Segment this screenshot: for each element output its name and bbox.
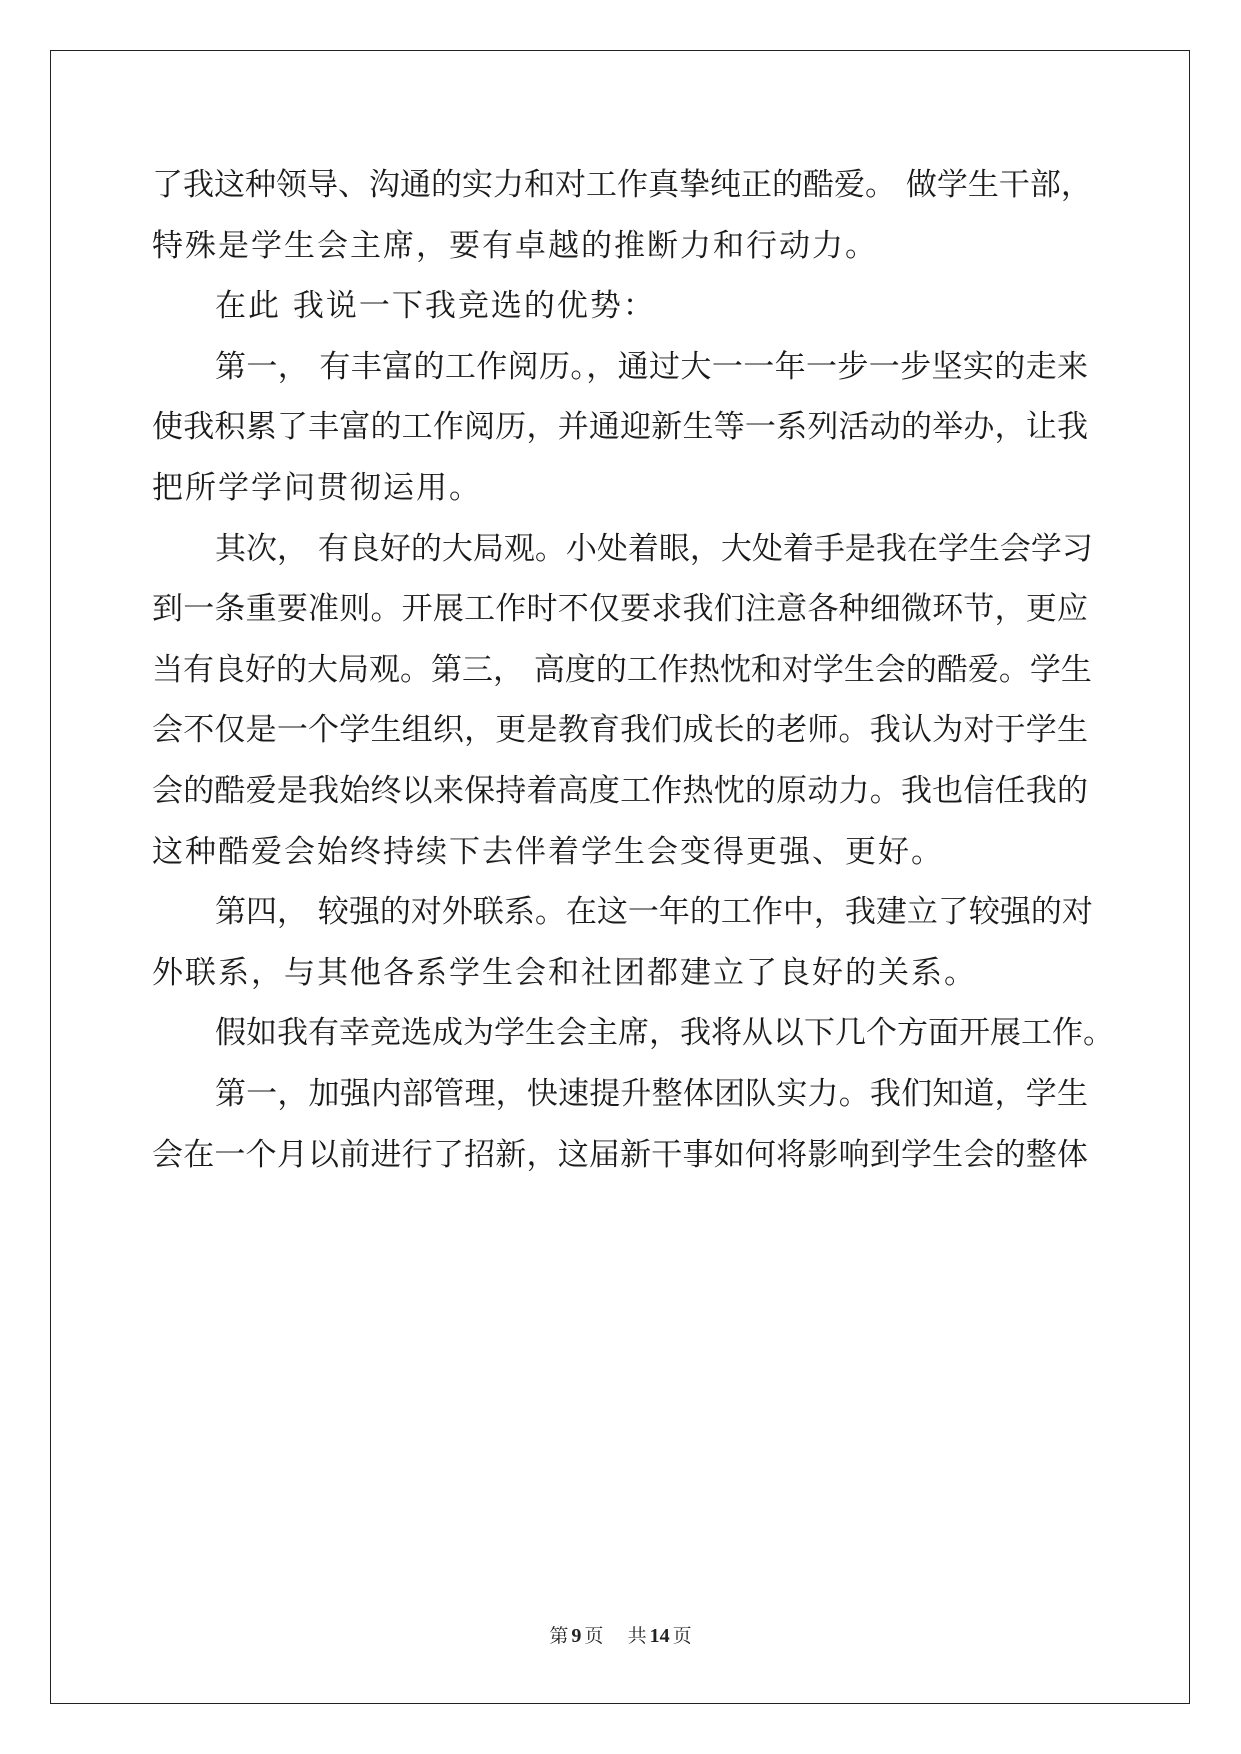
text-line: 到一条重要准则。开展工作时不仅要求我们注意各种细微环节，更应 (152, 591, 1088, 628)
text-line: 第一， 有丰富的工作阅历。，通过大一一年一步一步坚实的走来 (215, 348, 1088, 385)
document-body (152, 155, 1114, 1185)
text-line: 会的酷爱是我始终以来保持着高度工作热忱的原动力。我也信任我的 (152, 772, 1088, 809)
text-line: 使我积累了丰富的工作阅历，并通迎新生等一系列活动的举办，让我 (152, 409, 1088, 446)
text-line: 会不仅是一个学生组织，更是教育我们成长的老师。我认为对于学生 (152, 712, 1088, 749)
page-footer (0, 1621, 1241, 1648)
text-line: 第四， 较强的对外联系。在这一年的工作中，我建立了较强的对 (215, 894, 1093, 931)
text-line: 了我这种领导、沟通的实力和对工作真挚纯正的酷爱。 做学生干部， (152, 167, 1092, 203)
text-line: 会在一个月以前进行了招新，这届新干事如何将影响到学生会的整体 (152, 1136, 1088, 1173)
text-line: 第一，加强内部管理，快速提升整体团队实力。我们知道，学生 (215, 1075, 1088, 1112)
text-line: 把所学学问贯彻运用。 (152, 469, 482, 506)
footer-middle: 页 共 (584, 1625, 647, 1647)
text-line: 这种酷爱会始终持续下去伴着学生会变得更强、更好。 (152, 833, 944, 870)
text-line: 假如我有幸竞选成为学生会主席，我将从以下几个方面开展工作。 (215, 1015, 1114, 1052)
text-line: 其次， 有良好的大局观。小处着眼，大处着手是我在学生会学习 (215, 530, 1093, 567)
text-line: 外联系，与其他各系学生会和社团都建立了良好的关系。 (152, 954, 977, 991)
total-page-number: 14 (649, 1625, 670, 1647)
current-page-number: 9 (571, 1625, 582, 1647)
text-line: 当有良好的大局观。第三， 高度的工作热忱和对学生会的酷爱。学生 (152, 651, 1092, 688)
footer-suffix: 页 (672, 1625, 692, 1647)
text-line: 特殊是学生会主席，要有卓越的推断力和行动力。 (152, 227, 878, 264)
text-line: 在此 我说一下我竞选的优势： (215, 288, 656, 325)
footer-prefix: 第 (549, 1625, 569, 1647)
